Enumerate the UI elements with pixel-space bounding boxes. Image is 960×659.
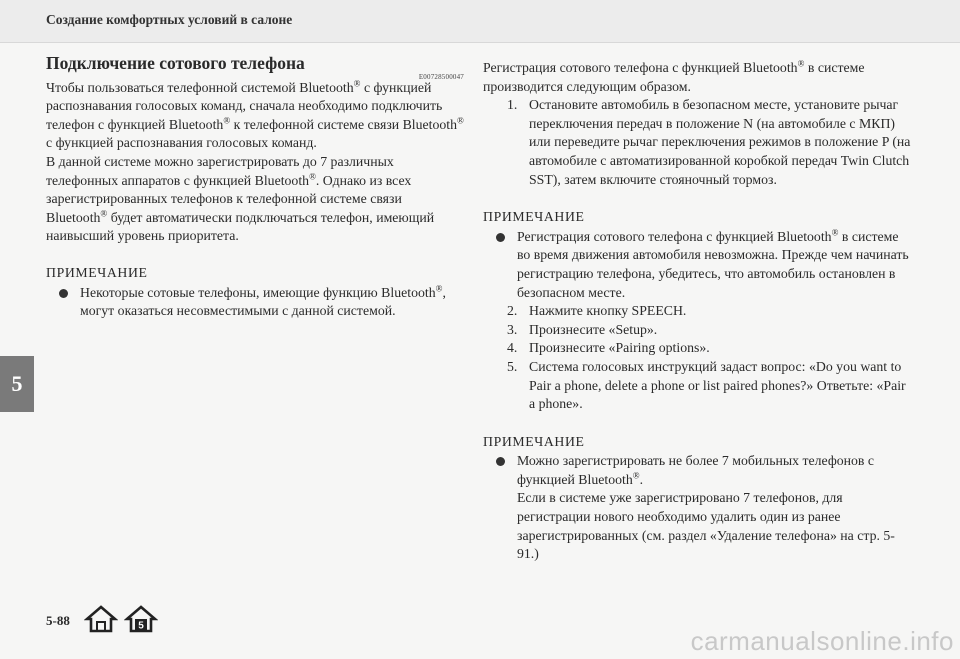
paragraph-intro: Чтобы пользоваться телефонной системой Bluetooth® с функцией распознавания голосовых команд, сначала необходимо подключить телефон с функцией Bluetooth® к телефонной системе связи Bluetooth® с функцией распознавания голосовых команд. <box>46 78 464 151</box>
header-band <box>0 0 960 43</box>
chapter-tab: 5 <box>0 356 34 412</box>
bullet-dot-icon <box>496 233 505 242</box>
step-item: 3. Произнесите «Setup». <box>507 321 658 337</box>
note-label: ПРИМЕЧАНИЕ <box>46 264 148 280</box>
steps-list-b <box>483 302 913 414</box>
note-bullet: Можно зарегистрировать не более 7 мобильных телефонов с функцией Bluetooth®. Если в системе уже зарегистрировано 7 телефонов, для регистрации нового необходимо удалить один из ранее зарегистрированных (см. раздел «Удаление телефона» на стр. 5-91.) <box>483 452 913 564</box>
registration-intro: Регистрация сотового телефона с функцией Bluetooth® в системе производится следующим образом. <box>483 58 865 94</box>
bullet-dot-icon <box>496 457 505 466</box>
section-icon-label: 5 <box>138 620 144 632</box>
left-column <box>46 54 464 321</box>
section-5-home-icon[interactable] <box>124 604 158 634</box>
watermark: carmanualsonline.info <box>690 626 954 656</box>
step-item: 2. Нажмите кнопку SPEECH. <box>507 303 687 319</box>
step-item: 1. Остановите автомобиль в безопасном месте, установите рычаг переключения передач в положение N (на автомобиле с МКП) или переведите рычаг переключения режимов в положение P (на автомобиле с автоматизированной коробкой передач Twin Clutch SST), затем включите стояночный тормоз. <box>507 97 911 187</box>
note-label: ПРИМЕЧАНИЕ <box>483 209 585 225</box>
section-title <box>46 53 464 81</box>
steps-list-a <box>483 96 913 189</box>
step-item: 4. Произнесите «Pairing options». <box>507 340 710 356</box>
footer-nav-icons <box>84 604 158 634</box>
note-bullet: Регистрация сотового телефона с функцией Bluetooth® в системе во время движения автомобиля невозможна. Прежде чем начинать регистрацию телефона, убедитесь, что автомобиль остановлен в безопасном месте. <box>483 228 913 302</box>
paragraph-limit: В данной системе можно зарегистрировать до 7 различных телефонных аппаратов с функцией Bluetooth®. Однако из всех зарегистрированных телефонов к телефонной системе связи Bluetooth® будет автоматически подключаться телефон, имеющий наивысший уровень приоритета. <box>46 153 435 244</box>
chapter-title: Создание комфортных условий в салоне <box>46 12 293 27</box>
bullet-dot-icon <box>59 289 68 298</box>
right-column <box>483 59 913 564</box>
step-item: 5. Система голосовых инструкций задаст вопрос: «Do you want to Pair a phone, delete a phone or list paired phones?» Ответьте: «Pair a phone». <box>507 358 906 412</box>
home-icon[interactable] <box>84 604 118 634</box>
section-title-text: Подключение сотового телефона <box>46 53 305 73</box>
note-label: ПРИМЕЧАНИЕ <box>483 433 585 449</box>
section-code: E00728500047 <box>418 73 464 81</box>
note-bullet: Некоторые сотовые телефоны, имеющие функцию Bluetooth®, могут оказаться несовместимыми с данной системой. <box>46 284 464 321</box>
page-number: 5-88 <box>46 613 70 628</box>
